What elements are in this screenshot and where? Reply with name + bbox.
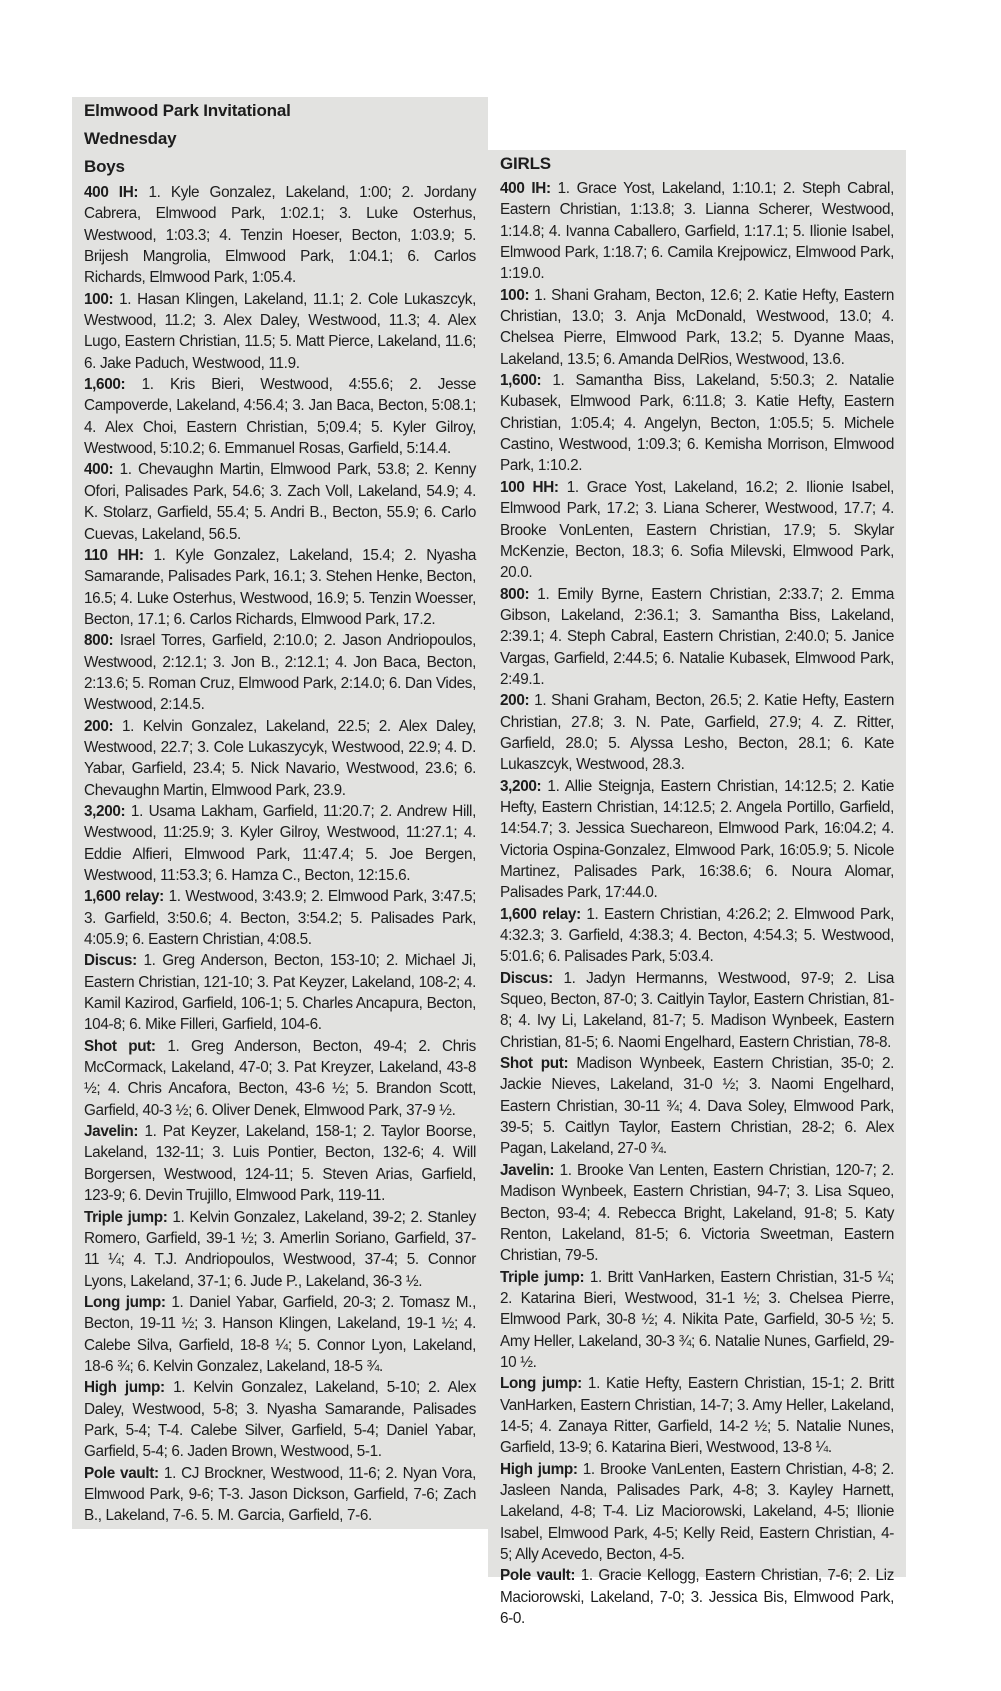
event-results: 1. Grace Yost, Lakeland, 1:10.1; 2. Steph Cabral, Eastern Christian, 1:13.8; 3. Lianna Scherer, Westwood, 1:14.8; 4. Ivanna Caballero, Garfield, 1:17.1; 5. Ilionie Isabel, Elmwood Park, 1:18.7; 6. Camila Krejpowicz, Elmwood Park, 1:19.0. — [500, 180, 894, 283]
result-entry — [84, 1036, 476, 1121]
result-entry — [84, 1377, 476, 1462]
event-results: 1. Grace Yost, Lakeland, 16.2; 2. Ilionie Isabel, Elmwood Park, 17.2; 3. Liana Scherer, Westwood, 17.7; 4. Brooke VonLenten, Eastern Christian, 17.9; 5. Skylar McKenzie, Becton, 18.3; 6. Sofia Milevski, Elmwood Park, 20.0. — [500, 478, 894, 582]
event-label: 800: — [84, 632, 114, 650]
event-label: Long jump: — [500, 1375, 582, 1393]
event-label: 1,600 relay: — [84, 888, 164, 906]
result-entry — [500, 370, 894, 477]
result-entry — [84, 182, 476, 289]
event-results: 1. CJ Brockner, Westwood, 11-6; 2. Nyan Vora, Elmwood Park, 9-6; T-3. Jason Dickson, Garfield, 7-6; Zach B., Lakeland, 7-6. 5. M. Garcia, Garfield, 7-6. — [84, 1464, 476, 1525]
event-label: 1,600 relay: — [500, 905, 581, 923]
girls-entries — [500, 178, 894, 1629]
event-label: 3,200: — [84, 802, 126, 820]
event-label: High jump: — [84, 1379, 165, 1397]
meet-title: Elmwood Park Invitational — [84, 101, 291, 120]
girls-results-column — [488, 150, 906, 1628]
event-label: Triple jump: — [84, 1208, 168, 1226]
event-label: 100: — [84, 290, 114, 308]
result-entry — [500, 584, 894, 691]
event-label: Triple jump: — [500, 1268, 585, 1286]
event-label: 200: — [84, 717, 114, 735]
event-label: 3,200: — [500, 777, 542, 795]
event-label: High jump: — [500, 1460, 578, 1478]
result-entry — [84, 545, 476, 630]
event-results: Madison Wynbeek, Eastern Christian, 35-0; 2. Jackie Nieves, Lakeland, 31-0 ½; 3. Naomi Engelhard, Eastern Christian, 30-11 ¾; 4. Dava Soley, Elmwood Park, 39-5; 5. Caitlyn Taylor, Eastern Christian, 28-2; 6. Alex Pagan, Lakeland, 27-0 ¾. — [500, 1055, 895, 1158]
event-results: 1. Kelvin Gonzalez, Lakeland, 5-10; 2. Alex Daley, Westwood, 5-8; 3. Nyasha Samarande, Palisades Park, 5-4; T-4. Calebe Silver, Garfield, 5-4; Daniel Yabar, Garfield, 5-4; 6. Jaden Brown, Westwood, 5-1. — [84, 1379, 477, 1461]
result-entry — [84, 1121, 476, 1206]
event-label: 100 HH: — [500, 478, 559, 496]
result-entry — [500, 477, 894, 584]
result-entry — [500, 1160, 894, 1267]
event-label: Discus: — [500, 969, 553, 987]
event-label: Discus: — [84, 952, 137, 970]
result-entry — [500, 1565, 894, 1629]
event-results: 1. Gracie Kellogg, Eastern Christian, 7-6; 2. Liz Maciorowski, Lakeland, 7-0; 3. Jessica Bis, Elmwood Park, 6-0. — [500, 1567, 894, 1628]
event-results: 1. Daniel Yabar, Garfield, 20-3; 2. Tomasz M., Becton, 19-11 ½; 3. Hanson Klingen, Lakeland, 19-1 ½; 4. Calebe Silva, Garfield, 18-8 ¼; 5. Connor Lyon, Lakeland, 18-6 ¾; 6. Kelvin Gonzalez, Lakeland, 18-5 ¾. — [84, 1293, 476, 1375]
result-entry — [500, 178, 894, 285]
event-label: Javelin: — [500, 1161, 555, 1179]
result-entry — [500, 1053, 894, 1160]
event-results: 1. Emily Byrne, Eastern Christian, 2:33.7; 2. Emma Gibson, Lakeland, 2:36.1; 3. Samantha Biss, Lakeland, 2:39.1; 4. Steph Cabral, Eastern Christian, 2:40.0; 5. Janice Vargas, Garfield, 2:44.5; 6. Natalie Kubasek, Elmwood Park, 2:49.1. — [500, 585, 895, 688]
event-results: 1. Westwood, 3:43.9; 2. Elmwood Park, 3:47.5; 3. Garfield, 3:50.6; 4. Becton, 3:54.2; 5. Palisades Park, 4:05.9; 6. Eastern Christian, 4:08.5. — [84, 888, 477, 949]
event-label: Javelin: — [84, 1123, 139, 1141]
event-results: 1. Kris Bieri, Westwood, 4:55.6; 2. Jesse Campoverde, Lakeland, 4:56.4; 3. Jan Baca, Becton, 5:08.1; 4. Alex Choi, Eastern Christian, 5;09.4; 5. Kyler Gilroy, Westwood, 5:10.2; 6. Emmanuel Rosas, Garfield, 5:14.4. — [84, 376, 476, 458]
result-entry — [84, 801, 476, 886]
boys-heading: Boys — [84, 157, 125, 176]
event-results: 1. Greg Anderson, Becton, 153-10; 2. Michael Ji, Eastern Christian, 121-10; 3. Pat Keyzer, Lakeland, 108-2; 4. Kamil Kazirod, Garfield, 106-1; 5. Charles Ancapura, Becton, 104-8; 6. Mike Filleri, Garfield, 104-6. — [84, 952, 476, 1034]
event-label: 1,600: — [500, 372, 542, 390]
girls-heading: GIRLS — [500, 154, 551, 173]
event-label: Pole vault: — [84, 1464, 159, 1482]
event-results: 1. Usama Lakham, Garfield, 11:20.7; 2. Andrew Hill, Westwood, 11:25.9; 3. Kyler Gilroy, Westwood, 11:27.1; 4. Eddie Alfieri, Elmwood Park, 11:47.4; 5. Joe Bergen, Westwood, 11:53.3; 6. Hamza C., Becton, 12:15.6. — [84, 802, 476, 884]
event-label: 100: — [500, 286, 530, 304]
event-results: 1. Eastern Christian, 4:26.2; 2. Elmwood Park, 4:32.3; 3. Garfield, 4:38.3; 4. Becton, 4:54.3; 5. Westwood, 5:01.6; 6. Palisades Park, 5:03.4. — [500, 905, 894, 966]
event-results: Israel Torres, Garfield, 2:10.0; 2. Jason Andriopoulos, Westwood, 2:12.1; 3. Jon B., 2:12.1; 4. Jon Baca, Becton, 2:13.6; 5. Roman Cruz, Elmwood Park, 2:14.0; 6. Dan Vides, Westwood, 2:14.5. — [84, 632, 477, 714]
event-results: 1. Pat Keyzer, Lakeland, 158-1; 2. Taylor Boorse, Lakeland, 132-11; 3. Luis Pontier, Becton, 132-6; 4. Will Borgersen, Westwood, 124-11; 5. Steven Arias, Garfield, 123-9; 6. Devin Trujillo, Elmwood Park, 119-11. — [84, 1123, 476, 1205]
event-results: 1. Hasan Klingen, Lakeland, 11.1; 2. Cole Lukaszcyk, Westwood, 11.2; 3. Alex Daley, Westwood, 11.3; 4. Alex Lugo, Eastern Christian, 11.5; 5. Matt Pierce, Lakeland, 11.6; 6. Jake Paduch, Westwood, 11.9. — [84, 290, 476, 372]
event-results: 1. Chevaughn Martin, Elmwood Park, 53.8; 2. Kenny Ofori, Palisades Park, 54.6; 3. Zach Voll, Lakeland, 54.9; 4. K. Stolarz, Garfield, 55.4; 5. Andri B., Becton, 55.9; 6. Carlo Cuevas, Lakeland, 56.5. — [84, 461, 476, 543]
event-results: 1. Samantha Biss, Lakeland, 5:50.3; 2. Natalie Kubasek, Elmwood Park, 6:11.8; 3. Katie Hefty, Eastern Christian, 1:05.4; 4. Angelyn, Becton, 1:05.5; 5. Michele Castino, Westwood, 1:09.3; 6. Kemisha Morrison, Elmwood Park, 1:10.2. — [500, 372, 894, 475]
result-entry — [84, 289, 476, 374]
event-results: 1. Shani Graham, Becton, 12.6; 2. Katie Hefty, Eastern Christian, 13.0; 3. Anja McDonald, Westwood, 13.0; 4. Chelsea Pierre, Elmwood Park, 13.2; 5. Dyanne Maas, Lakeland, 13.5; 6. Amanda DelRios, Westwood, 13.6. — [500, 286, 894, 368]
event-results: 1. Britt VanHarken, Eastern Christian, 31-5 ¼; 2. Katarina Bieri, Westwood, 31-1 ½; 3. Chelsea Pierre, Elmwood Park, 30-8 ½; 4. Nikita Pate, Garfield, 30-5 ½; 5. Amy Heller, Lakeland, 30-3 ¾; 6. Natalie Nunes, Garfield, 29-10 ½. — [500, 1268, 894, 1371]
boys-entries — [84, 182, 476, 1527]
result-entry — [500, 285, 894, 370]
result-entry — [84, 630, 476, 715]
result-entry — [500, 968, 894, 1053]
event-label: Pole vault: — [500, 1567, 576, 1585]
event-label: Shot put: — [500, 1055, 569, 1073]
result-entry — [500, 1373, 894, 1458]
event-label: 400 IH: — [500, 180, 551, 197]
event-results: 1. Jadyn Hermanns, Westwood, 97-9; 2. Lisa Squeo, Becton, 87-0; 3. Caitlyin Taylor, Eastern Christian, 81-8; 4. Ivy Li, Lakeland, 81-7; 5. Madison Wynbeek, Eastern Christian, 81-5; 6. Naomi Engelhard, Eastern Christian, 78-8. — [500, 969, 894, 1051]
result-entry — [84, 716, 476, 801]
event-label: 800: — [500, 585, 530, 603]
result-entry — [84, 950, 476, 1035]
result-entry — [84, 374, 476, 459]
event-results: 1. Kelvin Gonzalez, Lakeland, 22.5; 2. Alex Daley, Westwood, 22.7; 3. Cole Lukaszycyk, Westwood, 22.9; 4. D. Yabar, Garfield, 23.4; 5. Nick Navario, Westwood, 23.6; 6. Chevaughn Martin, Elmwood Park, 23.9. — [84, 717, 476, 799]
event-results: 1. Katie Hefty, Eastern Christian, 15-1; 2. Britt VanHarken, Eastern Christian, 14-7; 3. Amy Heller, Lakeland, 14-5; 4. Zanaya Ritter, Garfield, 14-2 ½; 5. Natalie Nunes, Garfield, 13-9; 6. Katarina Bieri, Westwood, 13-8 ¼. — [500, 1375, 894, 1457]
event-results: 1. Greg Anderson, Becton, 49-4; 2. Chris McCormack, Lakeland, 47-0; 3. Pat Kreyzer, Lakeland, 43-8 ½; 4. Chris Ancafora, Becton, 43-6 ½; 5. Brandon Scott, Garfield, 40-3 ½; 6. Oliver Denek, Elmwood Park, 37-9 ½. — [84, 1037, 476, 1119]
result-entry — [84, 886, 476, 950]
event-label: 200: — [500, 692, 530, 710]
result-entry — [500, 904, 894, 968]
result-entry — [84, 1463, 476, 1527]
event-label: 110 HH: — [84, 546, 144, 564]
event-label: 1,600: — [84, 376, 126, 394]
boys-results-column — [72, 97, 488, 1529]
event-results: 1. Allie Steignja, Eastern Christian, 14:12.5; 2. Katie Hefty, Eastern Christian, 14:12.5; 2. Angela Portillo, Garfield, 14:54.7; 3. Jessica Suechareon, Elmwood Park, 16:04.2; 4. Victoria Ospina-Gonzalez, Elmwood Park, 16:05.9; 5. Nicole Martinez, Palisades Park, 16:38.6; 6. Noura Alomar, Palisades Park, 17:44.0. — [500, 777, 894, 902]
event-results: 1. Shani Graham, Becton, 26.5; 2. Katie Hefty, Eastern Christian, 27.8; 3. N. Pate, Garfield, 27.9; 4. Z. Ritter, Garfield, 28.0; 5. Alyssa Lesho, Becton, 28.1; 6. Kate Lukaszcyk, Westwood, 28.3. — [500, 692, 894, 774]
result-entry — [500, 1459, 894, 1566]
event-results: 1. Brooke Van Lenten, Eastern Christian, 120-7; 2. Madison Wynbeek, Eastern Christian, 94-7; 3. Lisa Squeo, Becton, 93-4; 4. Rebecca Bright, Lakeland, 91-8; 5. Katy Renton, Lakeland, 81-5; 6. Victoria Sweetman, Eastern Christian, 79-5. — [500, 1161, 894, 1265]
result-entry — [84, 1207, 476, 1292]
event-results: 1. Kyle Gonzalez, Lakeland, 1:00; 2. Jordany Cabrera, Elmwood Park, 1:02.1; 3. Luke Osterhus, Westwood, 1:03.3; 4. Tenzin Hoeser, Becton, 1:03.9; 5. Brijesh Mangrolia, Elmwood Park, 1:04.1; 6. Carlos Richards, Elmwood Park, 1:05.4. — [84, 184, 477, 287]
event-label: 400 IH: — [84, 184, 139, 201]
meet-day: Wednesday — [84, 129, 177, 148]
result-entry — [84, 459, 476, 544]
event-label: Long jump: — [84, 1293, 166, 1311]
result-entry — [500, 776, 894, 904]
event-results: 1. Kelvin Gonzalez, Lakeland, 39-2; 2. Stanley Romero, Garfield, 39-1 ½; 3. Amerlin Soriano, Garfield, 37-11 ¼; 4. T.J. Andriopoulos, Westwood, 37-4; 5. Connor Lyons, Lakeland, 37-1; 6. Jude P., Lakeland, 36-3 ½. — [84, 1208, 476, 1290]
result-entry — [500, 690, 894, 775]
event-results: 1. Brooke VanLenten, Eastern Christian, 4-8; 2. Jasleen Nanda, Palisades Park, 4-8; 3. Kayley Harnett, Lakeland, 4-8; T-4. Liz Maciorowski, Lakeland, 4-5; Ilionie Isabel, Elmwood Park, 4-5; Kelly Reid, Eastern Christian, 4-5; Ally Acevedo, Becton, 4-5. — [500, 1460, 894, 1563]
event-label: 400: — [84, 461, 114, 479]
event-results: 1. Kyle Gonzalez, Lakeland, 15.4; 2. Nyasha Samarande, Palisades Park, 16.1; 3. Stehen Henke, Becton, 16.5; 4. Luke Osterhus, Westwood, 16.9; 5. Tenzin Woesser, Becton, 17.1; 6. Carlos Richards, Elmwood Park, 17.2. — [84, 546, 477, 628]
result-entry — [84, 1292, 476, 1377]
event-label: Shot put: — [84, 1037, 156, 1055]
result-entry — [500, 1267, 894, 1374]
